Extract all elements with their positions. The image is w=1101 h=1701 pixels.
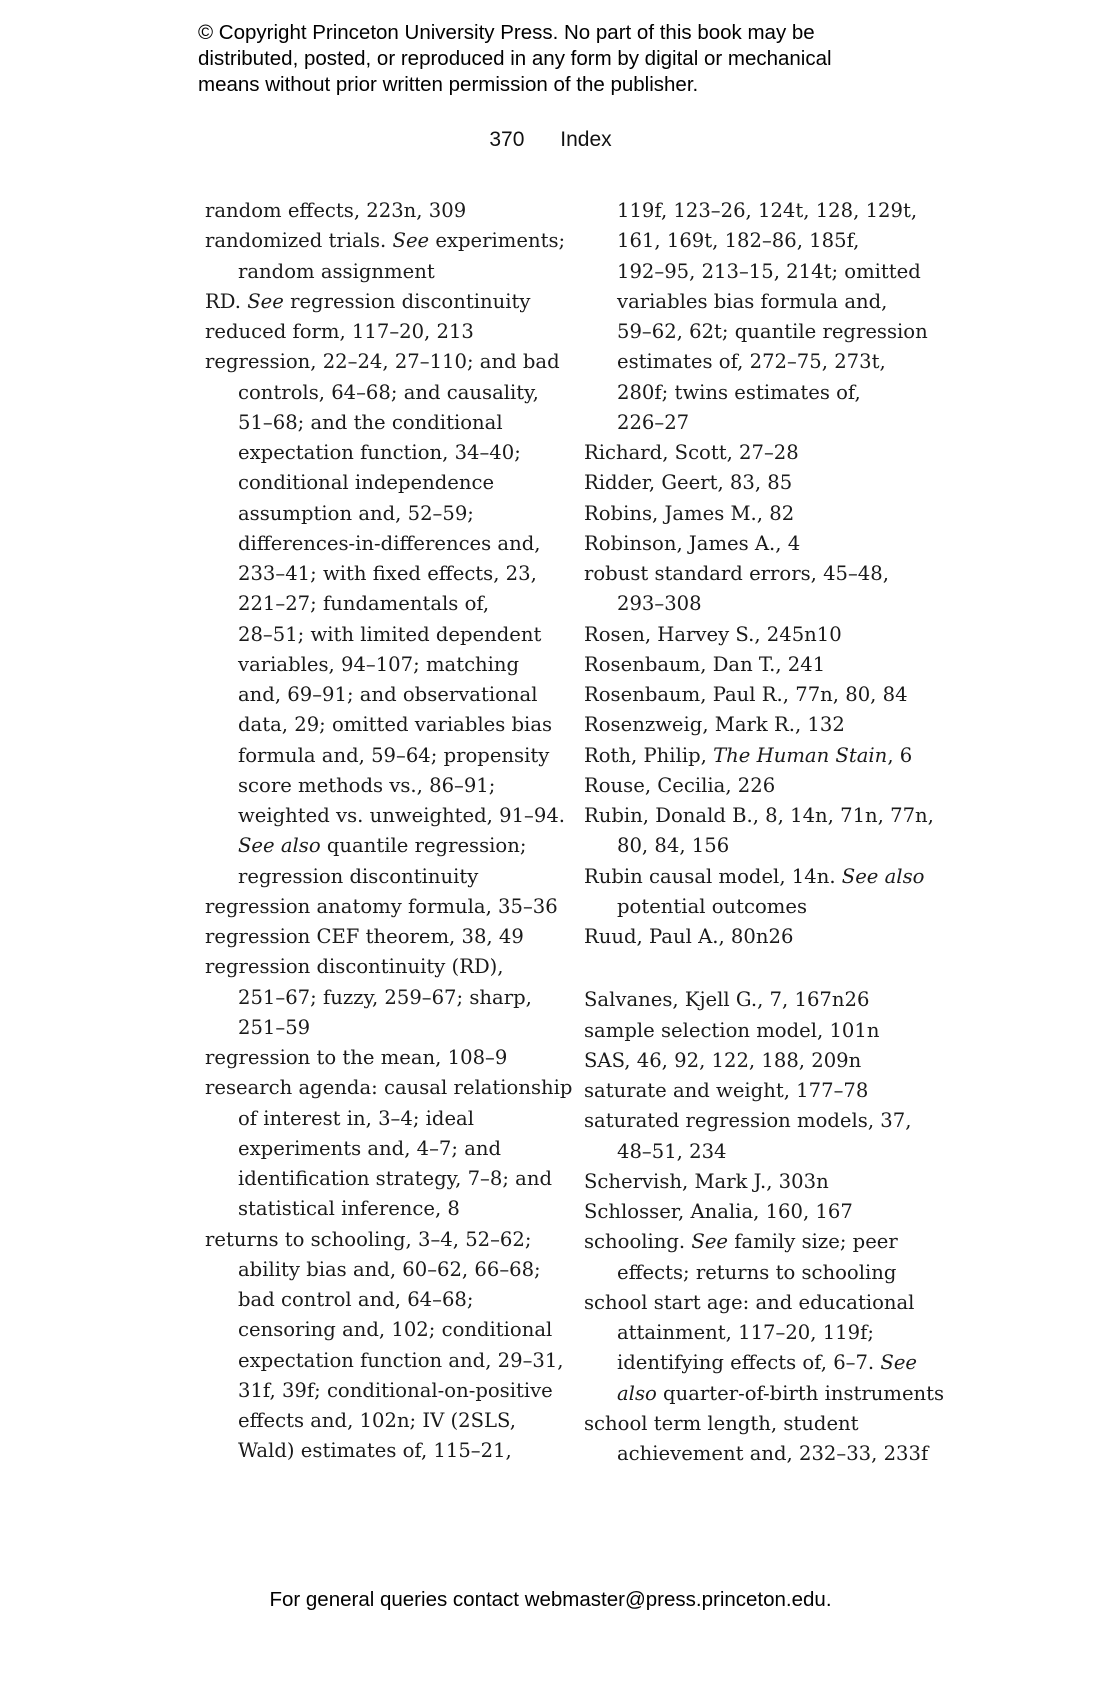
index-subline: 192–95, 213–15, 214t; omitted: [617, 259, 921, 283]
copyright-line: means without prior written permission of the publisher.: [198, 73, 699, 96]
index-entry: regression to the mean, 108–9: [205, 1046, 508, 1069]
index-subline: conditional independence: [238, 471, 495, 495]
index-entry: schooling. See family size; peer: [584, 1230, 898, 1254]
index-subline: estimates of, 272–75, 273t,: [617, 350, 886, 374]
index-entry: research agenda: causal relationship: [205, 1076, 573, 1100]
copyright-notice: [198, 20, 978, 98]
index-entry: returns to schooling, 3–4, 52–62;: [205, 1227, 532, 1251]
index-entry: random effects, 223n, 309: [205, 199, 467, 222]
index-entry: Rouse, Cecilia, 226: [584, 773, 776, 797]
index-entry: saturate and weight, 177–78: [584, 1079, 869, 1102]
index-subline: formula and, 59–64; propensity: [238, 743, 550, 767]
index-subline: assumption and, 52–59;: [238, 501, 474, 525]
index-entry: Rubin, Donald B., 8, 14n, 71n, 77n,: [584, 804, 934, 827]
index-entry: Rosenzweig, Mark R., 132: [584, 713, 845, 737]
index-entry: robust standard errors, 45–48,: [584, 562, 889, 585]
index-subline: achievement and, 232–33, 233f: [617, 1442, 929, 1465]
index-subline: also quarter-of-birth instruments: [617, 1381, 945, 1405]
index-subline: 48–51, 234: [617, 1139, 727, 1163]
index-entry: saturated regression models, 37,: [584, 1109, 912, 1133]
index-entry: Ruud, Paul A., 80n26: [584, 925, 794, 948]
index-subline: potential outcomes: [617, 894, 808, 918]
index-entry: Rosen, Harvey S., 245n10: [584, 622, 842, 646]
index-entry: Richard, Scott, 27–28: [584, 441, 799, 464]
index-entry: reduced form, 117–20, 213: [205, 320, 474, 343]
index-subline: variables bias formula and,: [617, 289, 888, 313]
running-head: [0, 128, 1101, 152]
index-entry: Rosenbaum, Dan T., 241: [584, 652, 826, 676]
index-entry: Rosenbaum, Paul R., 77n, 80, 84: [584, 683, 908, 706]
index-entry: Ridder, Geert, 83, 85: [584, 471, 793, 495]
index-subline: score methods vs., 86–91;: [238, 773, 496, 797]
index-column-left: [205, 196, 573, 1467]
index-entry: regression, 22–24, 27–110; and bad: [205, 350, 560, 374]
index-subline: effects and, 102n; IV (2SLS,: [238, 1409, 517, 1432]
index-subline: 51–68; and the conditional: [238, 410, 503, 434]
index-entry: RD. See regression discontinuity: [205, 289, 531, 313]
index-column-right: [584, 196, 964, 1469]
index-subline: identifying effects of, 6–7. See: [617, 1351, 918, 1375]
index-subline: statistical inference, 8: [238, 1197, 460, 1221]
index-entry: sample selection model, 101n: [584, 1018, 880, 1042]
index-subline: 251–59: [238, 1015, 311, 1039]
index-subline: 119f, 123–26, 124t, 128, 129t,: [617, 199, 918, 222]
index-subline: 28–51; with limited dependent: [238, 622, 542, 646]
index-entry: regression discontinuity (RD),: [205, 955, 504, 979]
index-entry: Schervish, Mark J., 303n: [584, 1169, 829, 1193]
index-subline: and, 69–91; and observational: [238, 683, 538, 706]
index-subline: weighted vs. unweighted, 91–94.: [238, 804, 566, 827]
index-subline: censoring and, 102; conditional: [238, 1318, 553, 1342]
index-subline: expectation function, 34–40;: [238, 441, 521, 464]
page-number: 370: [489, 128, 525, 151]
index-subline: ability bias and, 60–62, 66–68;: [238, 1257, 541, 1281]
index-subline: regression discontinuity: [238, 864, 479, 888]
index-subline: experiments and, 4–7; and: [238, 1136, 502, 1160]
index-subline: 293–308: [617, 592, 702, 616]
index-subline: 80, 84, 156: [617, 834, 730, 858]
index-entry: school term length, student: [584, 1411, 859, 1435]
index-subline: 251–67; fuzzy, 259–67; sharp,: [238, 985, 532, 1009]
index-entry: Robinson, James A., 4: [584, 531, 801, 555]
index-subline: 280f; twins estimates of,: [617, 380, 861, 404]
index-subline: random assignment: [238, 259, 435, 283]
index-entry: Rubin causal model, 14n. See also: [584, 864, 925, 888]
index-entry: Roth, Philip, The Human Stain, 6: [584, 743, 913, 767]
index-entry: regression anatomy formula, 35–36: [205, 894, 558, 918]
index-subline: bad control and, 64–68;: [238, 1288, 474, 1311]
index-entry: regression CEF theorem, 38, 49: [205, 925, 524, 948]
copyright-line: © Copyright Princeton University Press. No part of this book may be: [198, 21, 815, 44]
index-subline: controls, 64–68; and causality,: [238, 380, 539, 404]
index-entry: randomized trials. See experiments;: [205, 229, 566, 253]
index-subline: 221–27; fundamentals of,: [238, 592, 490, 616]
index-entry: school start age: and educational: [584, 1290, 915, 1314]
index-entry: SAS, 46, 92, 122, 188, 209n: [584, 1048, 862, 1072]
index-entry: Robins, James M., 82: [584, 501, 795, 525]
index-subline: identification strategy, 7–8; and: [238, 1167, 552, 1190]
index-subline: 226–27: [617, 410, 690, 434]
index-subline: data, 29; omitted variables bias: [238, 713, 553, 737]
copyright-line: distributed, posted, or reproduced in any form by digital or mechanical: [198, 47, 832, 70]
index-subline: expectation function and, 29–31,: [238, 1348, 564, 1372]
entry-spacer: [584, 952, 964, 985]
section-title: Index: [560, 128, 612, 151]
index-entry: Salvanes, Kjell G., 7, 167n26: [584, 988, 870, 1012]
index-subline: differences-in-differences and,: [238, 531, 541, 555]
index-subline: variables, 94–107; matching: [238, 652, 520, 676]
index-subline: 233–41; with fixed effects, 23,: [238, 562, 537, 585]
index-subline: 31f, 39f; conditional-on-positive: [238, 1378, 553, 1402]
index-subline: Wald) estimates of, 115–21,: [238, 1439, 512, 1463]
index-subline: attainment, 117–20, 119f;: [617, 1321, 874, 1344]
index-subline: See also quantile regression;: [238, 834, 527, 858]
index-subline: of interest in, 3–4; ideal: [238, 1106, 475, 1130]
footer-contact: For general queries contact webmaster@press.princeton.edu.: [269, 1588, 832, 1611]
index-subline: effects; returns to schooling: [617, 1260, 897, 1284]
index-subline: 59–62, 62t; quantile regression: [617, 320, 928, 343]
index-subline: 161, 169t, 182–86, 185f,: [617, 229, 860, 253]
index-entry: Schlosser, Analia, 160, 167: [584, 1200, 853, 1223]
